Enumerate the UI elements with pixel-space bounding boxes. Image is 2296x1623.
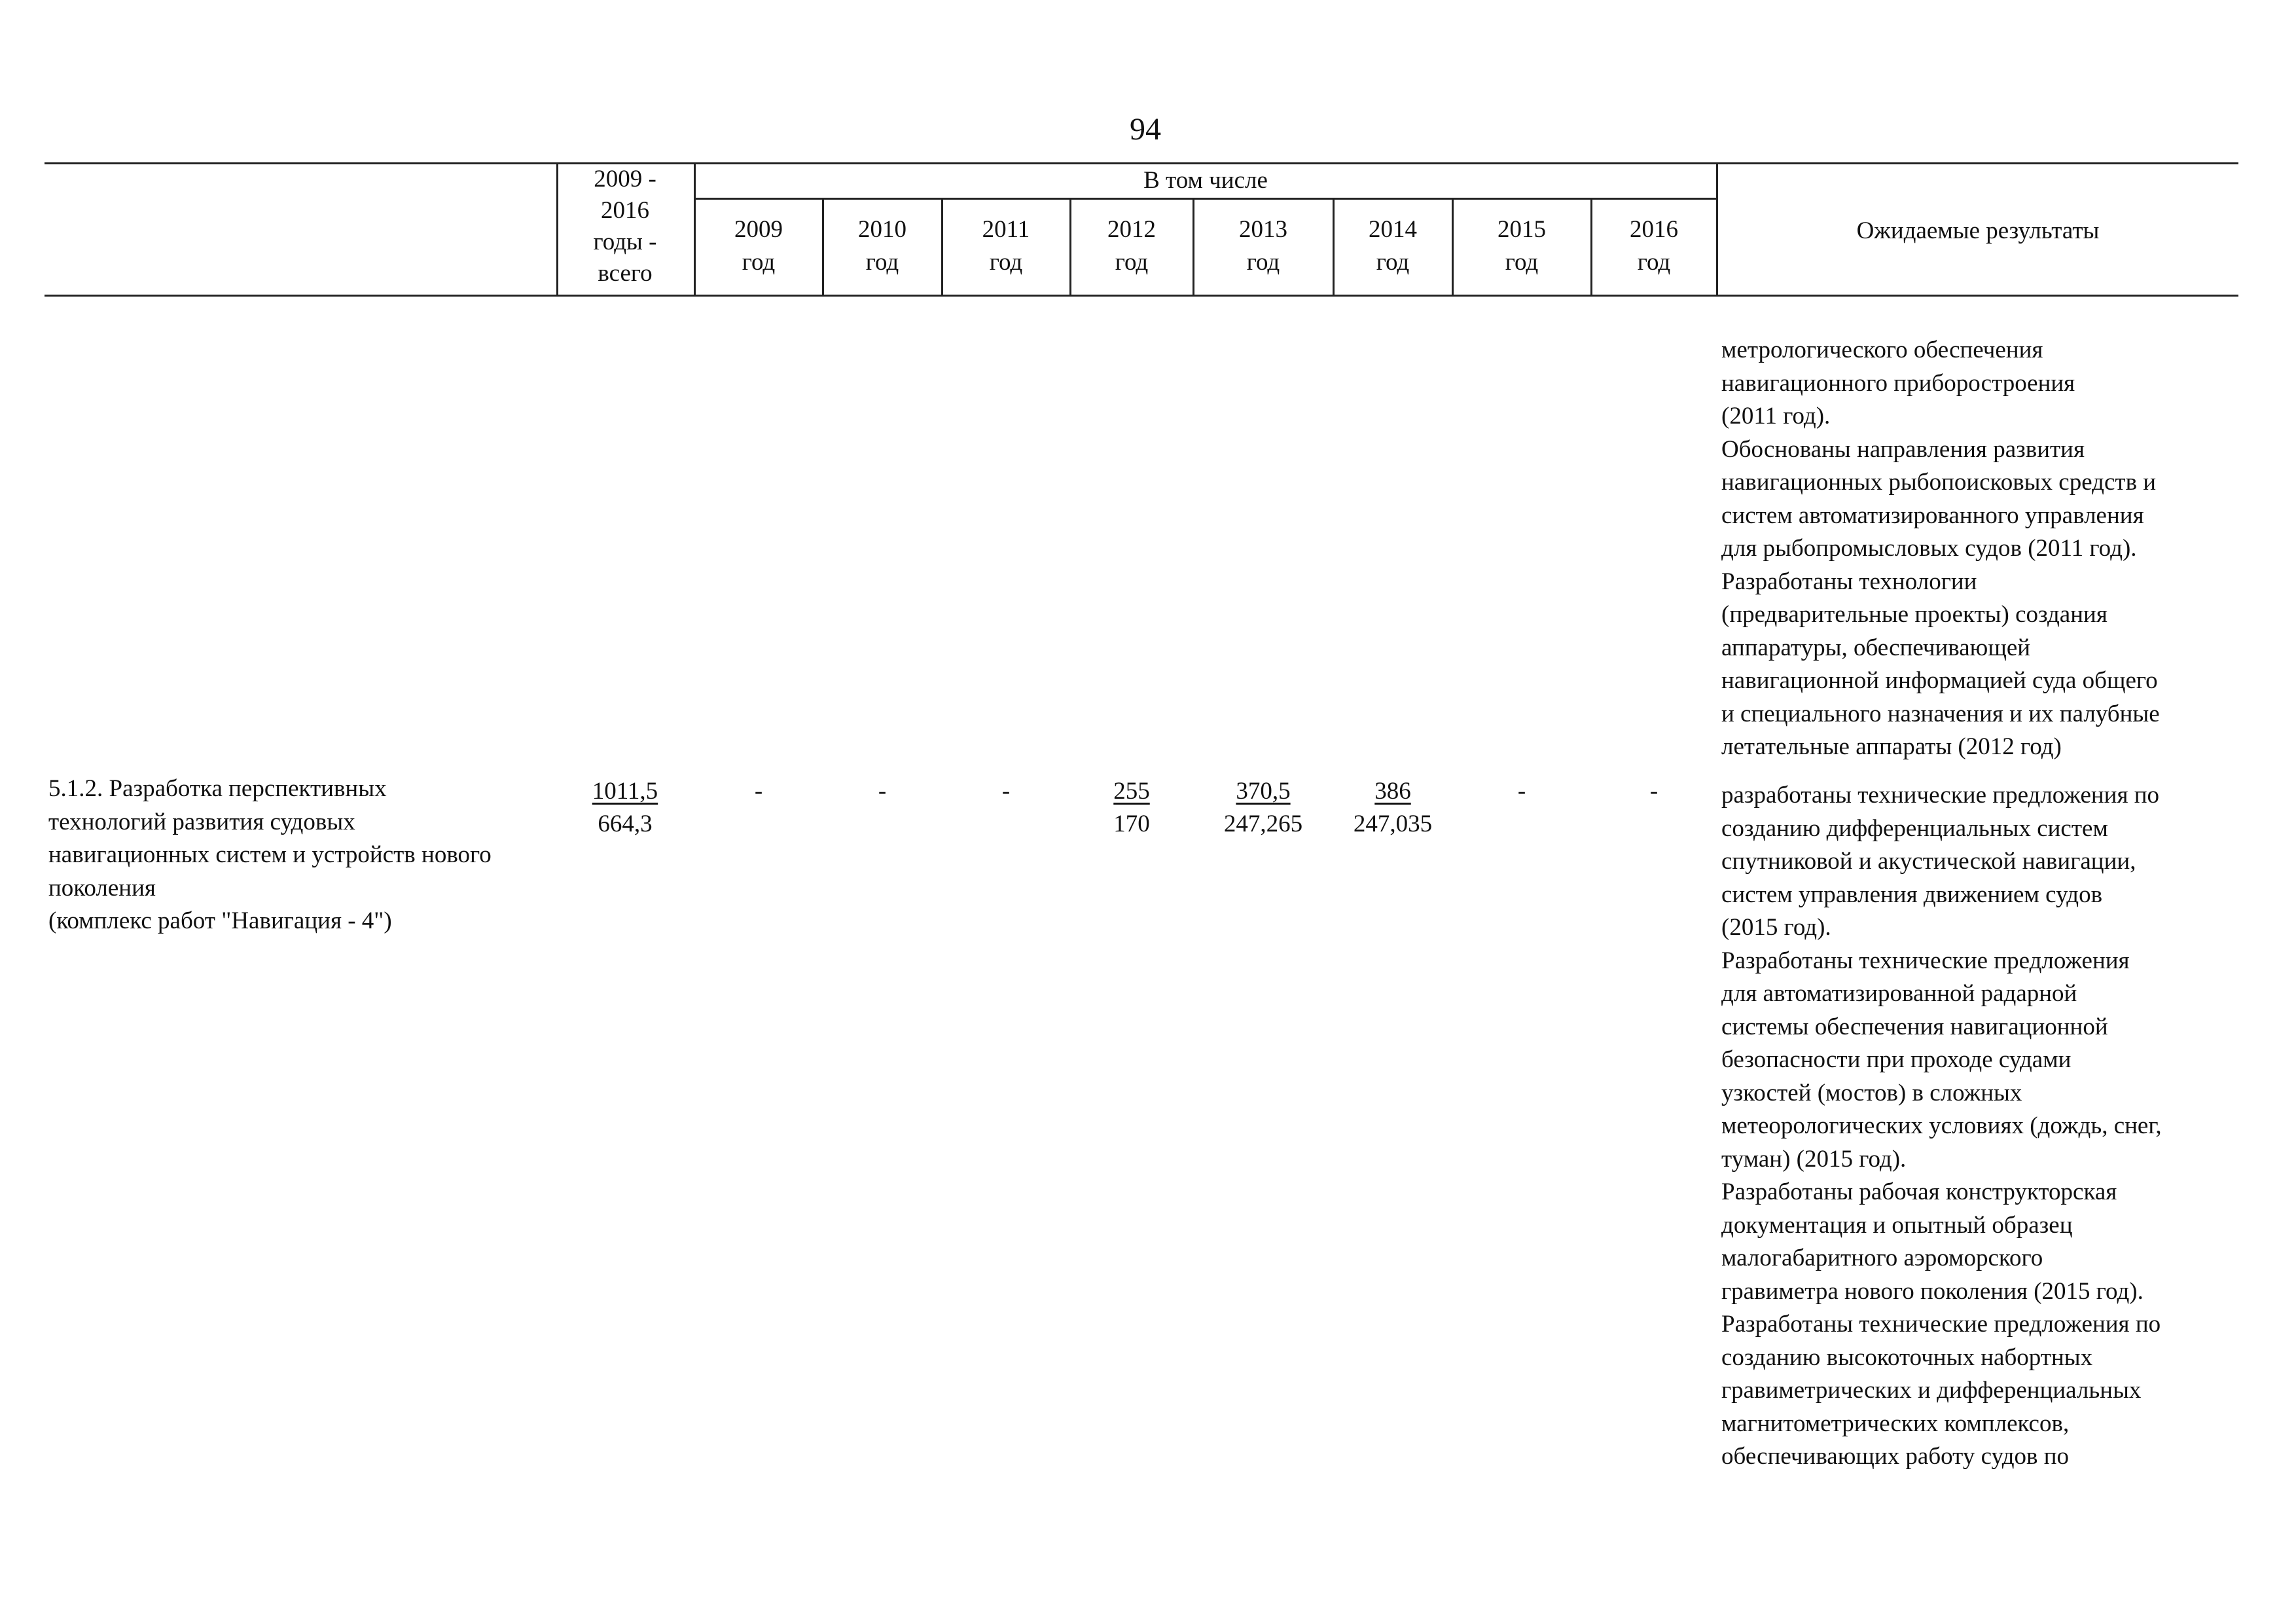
value-federal: 247,035	[1353, 811, 1433, 837]
text-line: метрологического обеспечения	[1721, 337, 2043, 363]
text-line: Разработаны технические предложения	[1721, 947, 2130, 974]
header-year-2015	[1453, 213, 1590, 279]
year-unit: год	[1505, 249, 1539, 276]
header-year-2011	[942, 213, 1069, 279]
year-label: 2015	[1498, 216, 1546, 243]
header-total-column	[558, 164, 692, 289]
text-line: навигационных рыбопоисковых средств и	[1721, 469, 2157, 496]
value-2010	[823, 775, 941, 808]
header-total-line: годы -	[593, 228, 657, 255]
value-2011	[942, 775, 1069, 808]
text-line: систем автоматизированного управления	[1721, 501, 2144, 529]
text-line: (предварительные проекты) создания	[1721, 601, 2108, 628]
continued-results-text	[1721, 334, 2160, 764]
text-line: магнитометрических комплексов,	[1721, 1410, 2070, 1437]
text-line: туман) (2015 год).	[1721, 1145, 1907, 1173]
year-label: 2009	[734, 216, 783, 243]
value-federal: 170	[1113, 811, 1150, 837]
total-value: 1011,5	[592, 778, 658, 805]
header-total-line: 2009 -	[594, 166, 656, 192]
text-line: навигационного приборостроения	[1721, 369, 2075, 397]
header-results-label: Ожидаемые результаты	[1856, 217, 2100, 244]
header-year-2012	[1071, 213, 1193, 279]
text-line: гравиметрических и дифференциальных	[1721, 1377, 2142, 1404]
text-line: поколения	[48, 874, 156, 902]
page-number: 94	[1130, 112, 1161, 147]
year-unit: год	[989, 249, 1023, 276]
text-line: метеорологических условиях (дождь, снег,	[1721, 1112, 2162, 1139]
year-unit: год	[742, 249, 776, 276]
year-unit: год	[865, 249, 899, 276]
year-label: 2014	[1369, 216, 1417, 243]
row-total	[558, 775, 692, 841]
header-year-2009	[695, 213, 822, 279]
text-line: для рыбопромысловых судов (2011 год).	[1721, 535, 2137, 562]
value-2016	[1592, 775, 1716, 808]
year-label: 2013	[1239, 216, 1287, 243]
header-group-label: В том числе	[1143, 167, 1268, 194]
header-year-2013	[1194, 213, 1333, 279]
text-line: 5.1.2. Разработка перспективных	[48, 775, 387, 802]
text-line: малогабаритного аэроморского	[1721, 1245, 2043, 1271]
text-line: узкостей (мостов) в сложных	[1721, 1079, 2022, 1106]
text-line: безопасности при проходе судами	[1721, 1046, 2072, 1073]
value-2013	[1194, 775, 1333, 841]
header-year-2016	[1592, 213, 1716, 279]
header-year-2014	[1334, 213, 1452, 279]
year-label: 2010	[858, 216, 906, 243]
text-line: обеспечивающих работу судов по	[1721, 1443, 2070, 1470]
text-line: и специального назначения и их палубные	[1721, 700, 2160, 727]
text-line: гравиметра нового поколения (2015 год).	[1721, 1277, 2144, 1305]
text-line: систем управления движением судов	[1721, 881, 2103, 908]
value-main: 386	[1374, 778, 1411, 805]
text-line: системы обеспечения навигационной	[1721, 1013, 2108, 1040]
value-main: -	[1517, 778, 1526, 805]
text-line: Разработаны технологии	[1721, 568, 1977, 595]
text-line: Обоснованы направления развития	[1721, 435, 2085, 463]
text-line: аппаратуры, обеспечивающей	[1721, 634, 2031, 661]
row-results-text	[1721, 779, 2162, 1474]
value-2012	[1071, 775, 1193, 841]
value-main: 255	[1113, 778, 1150, 805]
text-line: спутниковой и акустической навигации,	[1721, 848, 2136, 875]
text-line: навигационных систем и устройств нового	[48, 841, 492, 868]
value-2009	[695, 775, 822, 808]
year-unit: год	[1637, 249, 1671, 276]
header-total-line: всего	[598, 260, 653, 287]
year-unit: год	[1246, 249, 1280, 276]
value-main: -	[1649, 778, 1659, 805]
text-line: созданию дифференциальных систем	[1721, 814, 2108, 842]
row-name	[48, 773, 492, 938]
value-federal: 247,265	[1223, 811, 1303, 837]
year-label: 2016	[1630, 216, 1678, 243]
text-line: технологий развития судовых	[48, 808, 355, 835]
text-line: (2015 год).	[1721, 914, 1831, 941]
year-label: 2011	[982, 216, 1030, 243]
value-2014	[1334, 775, 1452, 841]
value-main: 370,5	[1236, 778, 1291, 805]
text-line: (2011 год).	[1721, 403, 1831, 429]
text-line: Разработаны технические предложения по	[1721, 1311, 2161, 1338]
value-main: -	[878, 778, 887, 805]
value-2015	[1453, 775, 1590, 808]
value-main: -	[754, 778, 763, 805]
text-line: (комплекс работ "Навигация - 4")	[48, 907, 392, 934]
group-divider-line	[694, 198, 1718, 200]
text-line: документация и опытный образец	[1721, 1211, 2073, 1239]
text-line: для автоматизированной радарной	[1721, 980, 2077, 1007]
header-year-2010	[823, 213, 941, 279]
text-line: разработаны технические предложения по	[1721, 782, 2160, 809]
text-line: летательные аппараты (2012 год)	[1721, 733, 2062, 760]
year-unit: год	[1376, 249, 1410, 276]
text-line: навигационной информацией суда общего	[1721, 667, 2158, 694]
year-label: 2012	[1107, 216, 1156, 243]
text-line: созданию высокоточных набортных	[1721, 1343, 2093, 1371]
header-total-line: 2016	[601, 197, 649, 224]
text-line: Разработаны рабочая конструкторская	[1721, 1178, 2117, 1205]
header-bottom-border	[45, 295, 2238, 297]
total-federal-value: 664,3	[598, 811, 653, 837]
value-main: -	[1001, 778, 1011, 805]
year-unit: год	[1115, 249, 1149, 276]
